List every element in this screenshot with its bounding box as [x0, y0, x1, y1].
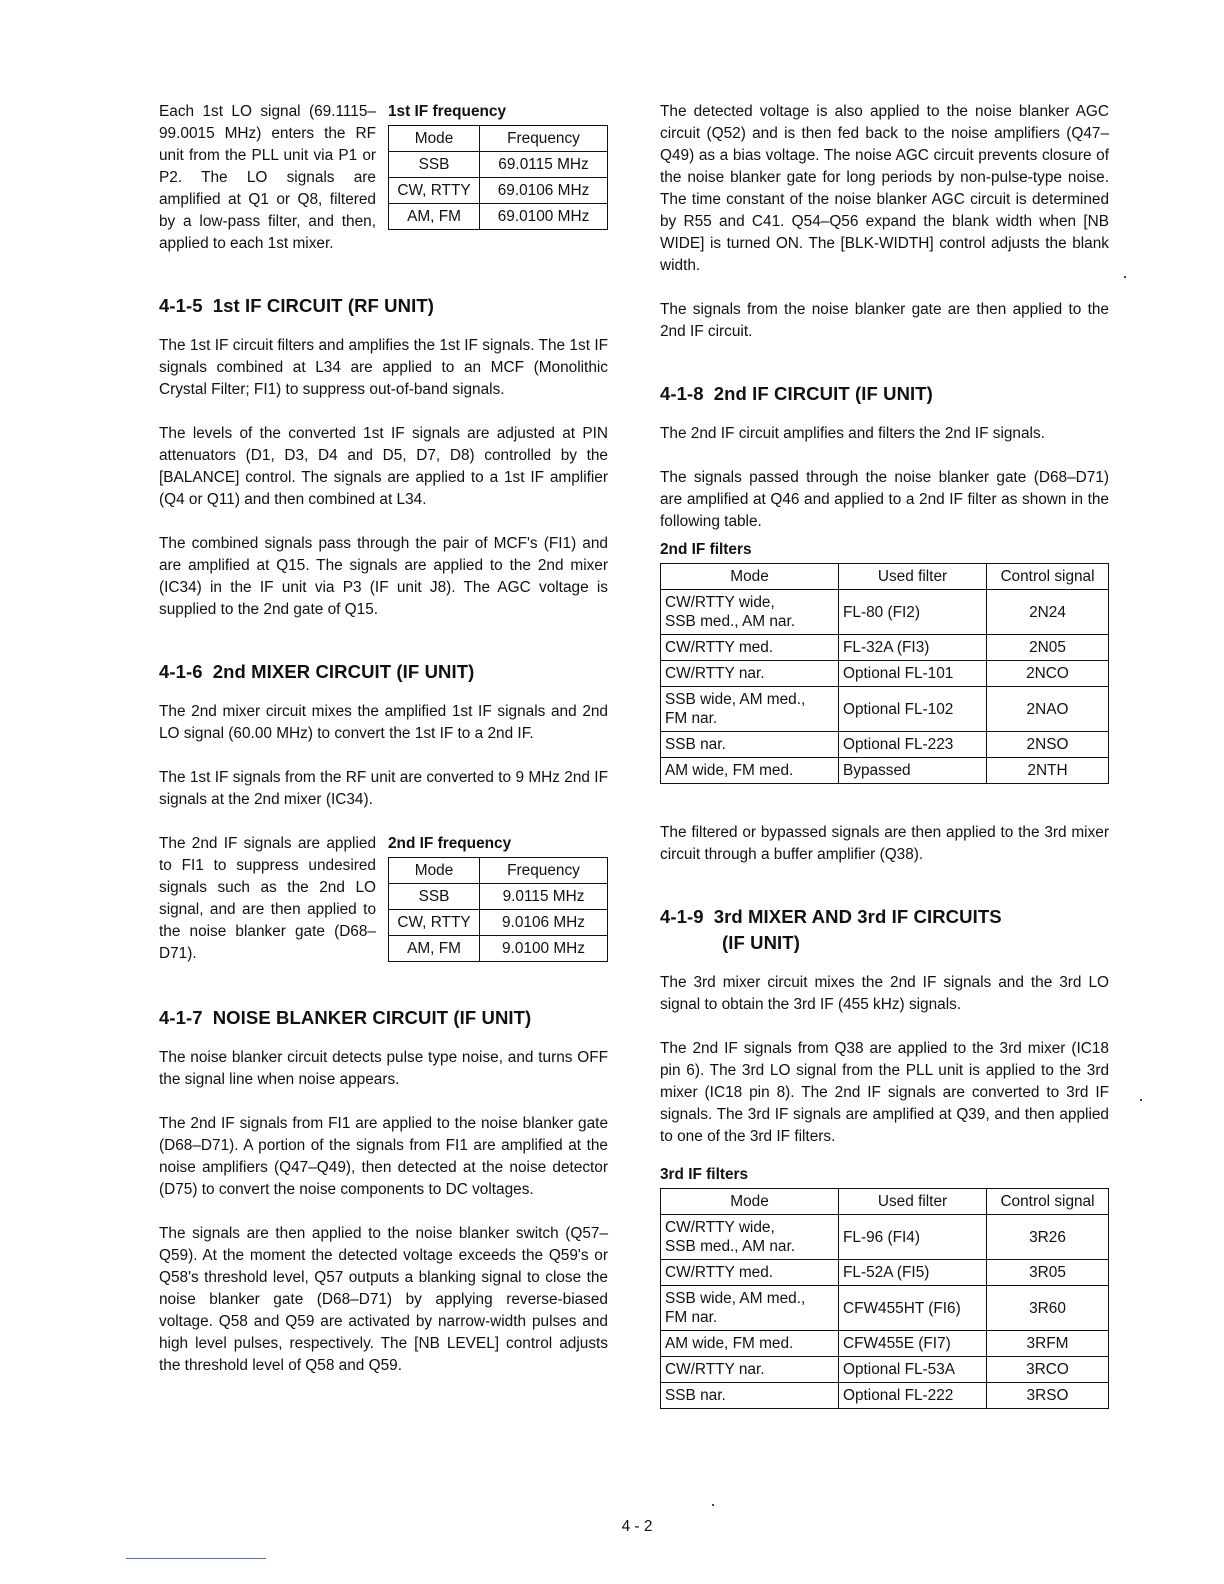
section-title: 2nd IF CIRCUIT (IF UNIT) — [713, 383, 933, 404]
table-cell — [661, 1286, 839, 1331]
table-row — [389, 936, 608, 962]
table-header: Mode — [389, 126, 480, 152]
table-row — [661, 687, 1109, 732]
paragraph: The signals are then applied to the noise blanker switch (Q57–Q59). At the moment the detected voltage exceeds the Q59's or Q58's threshold level, Q57 outputs a blanking signal to close the noise blanker gate (D68–D71) by applying reverse-biased voltage. Q58 and Q59 are activated by narrow-width pulses and high level pulses, respectively. The [NB LEVEL] control adjusts the threshold level of Q58 and Q59. — [159, 1225, 608, 1374]
table-cell: CFW455HT (FI6) — [839, 1286, 987, 1331]
table-header: Mode — [389, 858, 480, 884]
paragraph: The 2nd mixer circuit mixes the amplified 1st IF signals and 2nd LO signal (60.00 MHz) to convert the 1st IF to a 2nd IF. — [159, 703, 608, 742]
table-cell: CW/RTTY nar. — [661, 1357, 839, 1383]
section-heading-4-1-5 — [159, 293, 608, 319]
table-cell: SSB nar. — [661, 1383, 839, 1409]
table-cell: CFW455E (FI7) — [839, 1331, 987, 1357]
first-if-frequency-table — [388, 101, 608, 230]
section-number: 4-1-8 — [660, 383, 704, 404]
table-row — [661, 590, 1109, 635]
table-cell: Optional FL-101 — [839, 661, 987, 687]
table-cell: CW/RTTY nar. — [661, 661, 839, 687]
section-title: NOISE BLANKER CIRCUIT (IF UNIT) — [212, 1007, 532, 1028]
table-row — [389, 910, 608, 936]
table-row — [389, 884, 608, 910]
table-cell: CW/RTTY med. — [661, 1260, 839, 1286]
table-row — [661, 1331, 1109, 1357]
paragraph: The 3rd mixer circuit mixes the 2nd IF signals and the 3rd LO signal to obtain the 3rd IF (455 kHz) signals. — [660, 974, 1109, 1013]
table-cell: SSB — [389, 884, 480, 910]
table-row — [661, 1215, 1109, 1260]
section-number: 4-1-9 — [660, 906, 704, 927]
intro-paragraph: Each 1st LO signal (69.1115–99.0015 MHz) enters the RF unit from the PLL unit via P1 or P2. The LO signals are amplified at Q1 or Q8, filtered by a low-pass filter, and then, applied to each 1st mixer. — [159, 103, 376, 252]
paragraph: The 1st IF signals from the RF unit are converted to 9 MHz 2nd IF signals at the 2nd mixer (IC34). — [159, 769, 608, 808]
table-cell: FL-80 (FI2) — [839, 590, 987, 635]
table-cell: FL-32A (FI3) — [839, 635, 987, 661]
paragraph: The filtered or bypassed signals are then applied to the 3rd mixer circuit through a buffer amplifier (Q38). — [660, 824, 1109, 863]
table-cell: FL-52A (FI5) — [839, 1260, 987, 1286]
mode-line: FM nar. — [665, 710, 718, 727]
mode-line: SSB med., AM nar. — [665, 613, 796, 630]
table-header: Used filter — [839, 1189, 987, 1215]
mode-line: SSB med., AM nar. — [665, 1238, 796, 1255]
table-header: Mode — [661, 564, 839, 590]
table-cell: SSB nar. — [661, 732, 839, 758]
section-heading-4-1-7 — [159, 1005, 608, 1031]
left-column — [159, 101, 608, 1377]
table-caption: 1st IF frequency — [388, 103, 507, 120]
table-caption: 2nd IF frequency — [388, 835, 512, 852]
scan-dot — [712, 1504, 714, 1506]
table-header: Control signal — [987, 564, 1109, 590]
table-row — [389, 152, 608, 178]
table-cell: AM wide, FM med. — [661, 1331, 839, 1357]
paragraph: The detected voltage is also applied to the noise blanker AGC circuit (Q52) and is then fed back to the noise amplifiers (Q47–Q49) as a bias voltage. The noise AGC circuit prevents closure of the noise blanker gate for long periods by non-pulse-type noise. The time constant of the noise blanker AGC circuit is determined by R55 and C41. Q54–Q56 expand the blank width when [NB WIDE] is turned ON. The [BLK-WIDTH] control adjusts the blank width. — [660, 103, 1109, 274]
scan-dot — [1124, 276, 1126, 278]
table-row — [661, 635, 1109, 661]
table-cell: 2N05 — [987, 635, 1109, 661]
table-cell: 3R60 — [987, 1286, 1109, 1331]
section-heading-4-1-9 — [660, 904, 1109, 956]
paragraph: The levels of the converted 1st IF signals are adjusted at PIN attenuators (D1, D3, D4 and D5, D7, D8) controlled by the [BALANCE] control. The signals are applied to a 1st IF amplifier (Q4 or Q11) and then combined at L34. — [159, 425, 608, 508]
section-heading-4-1-6 — [159, 659, 608, 685]
table-caption: 2nd IF filters — [660, 541, 752, 558]
second-if-block — [159, 833, 608, 965]
paragraph: The 2nd IF signals from Q38 are applied to the 3rd mixer (IC18 pin 6). The 3rd LO signal from the PLL unit is applied to the 3rd mixer (IC18 pin 8). The 2nd IF signals are converted to 3rd IF signals. The 3rd IF signals are amplified at Q39, and then applied to one of the 3rd IF filters. — [660, 1040, 1109, 1145]
table-row — [389, 178, 608, 204]
second-if-frequency-table — [388, 833, 608, 962]
scan-dot — [1140, 1099, 1142, 1101]
table-header: Mode — [661, 1189, 839, 1215]
section-title: 3rd MIXER AND 3rd IF CIRCUITS — [713, 906, 1002, 927]
page-number: 4 - 2 — [621, 1518, 653, 1535]
table-header: Control signal — [987, 1189, 1109, 1215]
section-title-line-2: (IF UNIT) — [722, 932, 800, 953]
table-cell: 69.0106 MHz — [480, 178, 608, 204]
table-row — [661, 1286, 1109, 1331]
mode-line: CW/RTTY wide, — [665, 594, 775, 611]
table-cell: 2NSO — [987, 732, 1109, 758]
table-cell: Optional FL-102 — [839, 687, 987, 732]
table-cell: Optional FL-223 — [839, 732, 987, 758]
table-cell — [661, 1215, 839, 1260]
table-row — [661, 1383, 1109, 1409]
table-header: Used filter — [839, 564, 987, 590]
paragraph: The 2nd IF circuit amplifies and filters the 2nd IF signals. — [660, 425, 1045, 442]
paragraph: The combined signals pass through the pair of MCF's (FI1) and are amplified at Q15. The signals are applied to the 2nd mixer (IC34) in the IF unit via P3 (IF unit J8). The AGC voltage is supplied to the 2nd gate of Q15. — [159, 535, 608, 618]
section-number: 4-1-6 — [159, 661, 203, 682]
table-cell: 2NAO — [987, 687, 1109, 732]
table-cell: AM, FM — [389, 204, 480, 230]
mode-line: SSB wide, AM med., — [665, 691, 806, 708]
third-if-filters-table — [660, 1164, 1109, 1409]
paragraph: The 2nd IF signals from FI1 are applied to the noise blanker gate (D68–D71). A portion of the signals from FI1 are amplified at the noise amplifiers (Q47–Q49), then detected at the noise detector (D75) to convert the noise components to DC voltages. — [159, 1115, 608, 1198]
section-number: 4-1-7 — [159, 1007, 203, 1028]
table-caption: 3rd IF filters — [660, 1166, 749, 1183]
table-row — [661, 732, 1109, 758]
right-column — [660, 101, 1109, 1409]
table-row — [661, 758, 1109, 784]
table-row — [389, 204, 608, 230]
table-cell: Optional FL-222 — [839, 1383, 987, 1409]
table-cell: 3RFM — [987, 1331, 1109, 1357]
section-title: 1st IF CIRCUIT (RF UNIT) — [212, 295, 435, 316]
table-cell: 2NTH — [987, 758, 1109, 784]
table-cell: 9.0115 MHz — [480, 884, 608, 910]
table-cell: 3RSO — [987, 1383, 1109, 1409]
table-cell: CW/RTTY med. — [661, 635, 839, 661]
paragraph: The signals from the noise blanker gate are then applied to the 2nd IF circuit. — [660, 301, 1109, 340]
table-cell: CW, RTTY — [389, 178, 480, 204]
section-heading-4-1-8 — [660, 381, 1109, 407]
table-row — [661, 1260, 1109, 1286]
table-cell — [661, 590, 839, 635]
table-header: Frequency — [480, 126, 608, 152]
table-cell: 2N24 — [987, 590, 1109, 635]
table-row — [661, 661, 1109, 687]
mode-line: SSB wide, AM med., — [665, 1290, 806, 1307]
table-cell: SSB — [389, 152, 480, 178]
table-header: Frequency — [480, 858, 608, 884]
table-cell: Bypassed — [839, 758, 987, 784]
table-cell: 2NCO — [987, 661, 1109, 687]
table-cell — [661, 687, 839, 732]
table-cell: 3R05 — [987, 1260, 1109, 1286]
table-cell: 3R26 — [987, 1215, 1109, 1260]
paragraph: The 1st IF circuit filters and amplifies the 1st IF signals. The 1st IF signals combined at L34 are applied to an MCF (Monolithic Crystal Filter; FI1) to suppress out-of-band signals. — [159, 337, 608, 398]
second-if-filters-table — [660, 539, 1109, 784]
paragraph: The noise blanker circuit detects pulse type noise, and turns OFF the signal line when noise appears. — [159, 1049, 608, 1088]
section-title: 2nd MIXER CIRCUIT (IF UNIT) — [212, 661, 475, 682]
table-cell: CW, RTTY — [389, 910, 480, 936]
paragraph: The 2nd IF signals are applied to FI1 to suppress undesired signals such as the 2nd LO signal, and are then applied to the noise blanker gate (D68–D71). — [159, 835, 376, 962]
table-cell: AM wide, FM med. — [661, 758, 839, 784]
paragraph: The signals passed through the noise blanker gate (D68–D71) are amplified at Q46 and applied to a 2nd IF filter as shown in the following table. — [660, 469, 1109, 530]
section-number: 4-1-5 — [159, 295, 203, 316]
table-cell: 69.0115 MHz — [480, 152, 608, 178]
intro-block — [159, 101, 608, 255]
table-cell: FL-96 (FI4) — [839, 1215, 987, 1260]
footer-rule — [126, 1558, 266, 1559]
mode-line: CW/RTTY wide, — [665, 1219, 775, 1236]
table-cell: 9.0106 MHz — [480, 910, 608, 936]
table-cell: Optional FL-53A — [839, 1357, 987, 1383]
table-cell: 3RCO — [987, 1357, 1109, 1383]
table-cell: 69.0100 MHz — [480, 204, 608, 230]
table-cell: AM, FM — [389, 936, 480, 962]
table-cell: 9.0100 MHz — [480, 936, 608, 962]
table-row — [661, 1357, 1109, 1383]
mode-line: FM nar. — [665, 1309, 718, 1326]
